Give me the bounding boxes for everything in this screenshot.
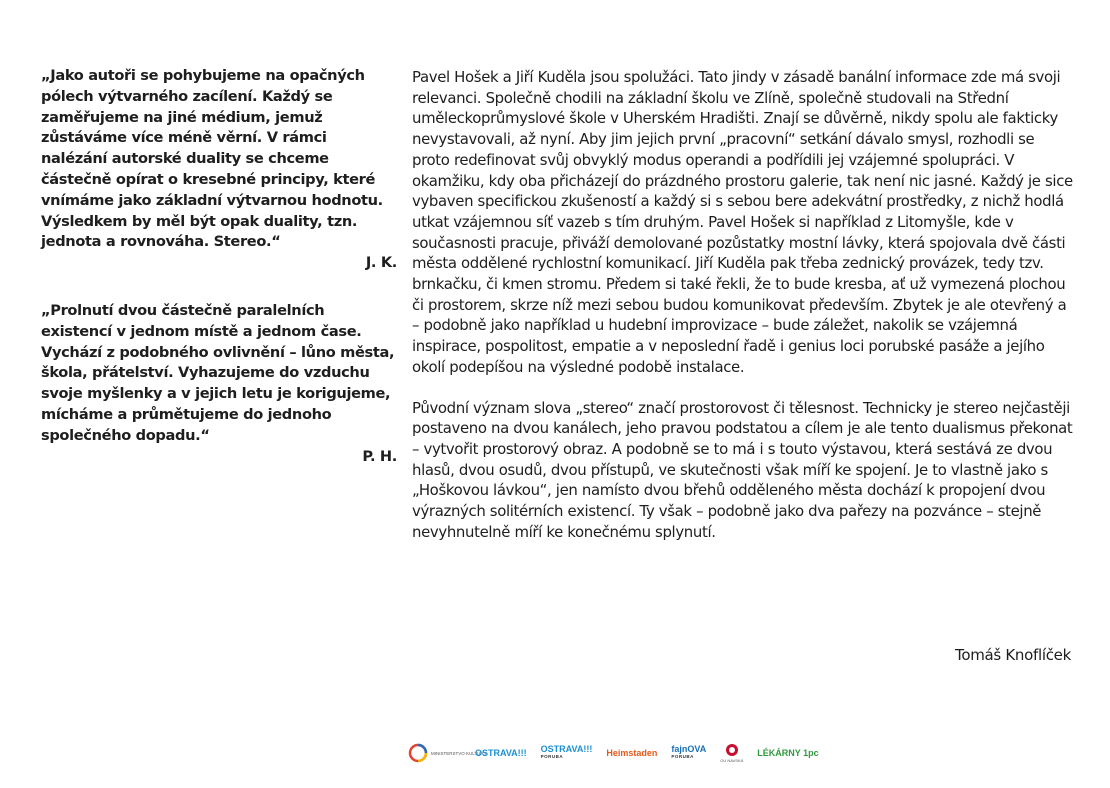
- fajnova-logo: [671, 745, 706, 761]
- quote-block-jk: [41, 66, 397, 274]
- article-paragraph: Pavel Hošek a Jiří Kuděla jsou spolužáci. Tato jindy v zásadě banální informace zde má svoji relevanci. Společně chodili na základní školu ve Zlíně, společně studovali na Střední uměleckoprůmyslové škole v Uherském Hradišti. Znají se důvěrně, nikdy spolu ale fakticky nevystavovali, až nyní. Aby jim jejich první „pracovní“ setkání dávalo smysl, rozhodli se proto redefinovat svůj obvyklý modus operandi a podřídili jej vzájemné spolupráci. V okamžiku, kdy oba přicházejí do prázdného prostoru galerie, tak není nic jasné. Každý je sice vybaven specifickou zkušeností a každý si s sebou bere adekvátní prostředky, z nichž hodlá utkat vzájemnou síť vazeb s tím druhým. Pavel Hošek si například z Litomyšle, kde v současnosti pracuje, přiváží demolované pozůstatky mostní lávky, která spojovala dvě části města oddělené rychlostní komunikací. Jiří Kuděla pak třeba zednický provázek, tedy tzv. brnkačku, či kmen stromu. Předem si také řekli, že to bude kresba, ať už vymezená plochou či prostorem, skrze níž mezi sebou budou komunikovat především. Zbytek je ale otevřený a – podobně jako například u hudební improvizace – bude záležet, nakolik se vzájemná inspirace, pospolitost, empatie a v neposlední řadě i genius loci porubské pasáže a jejího okolí podepíšou na výsledné podobě instalace.: [412, 68, 1073, 376]
- ou-emblem-icon: [725, 743, 739, 757]
- heimstaden-logo: [606, 748, 657, 758]
- quote-author: J. K.: [365, 254, 397, 272]
- article-body: [412, 67, 1074, 542]
- ministerstvo-kultury-logo: [408, 743, 487, 763]
- ostrava-label: OSTRAVA!!!: [475, 748, 527, 758]
- ministerstvo-emblem-icon: [408, 743, 428, 763]
- poruba-sub-label: PORUBA: [540, 754, 564, 759]
- quotes-column: [41, 66, 397, 467]
- ostrava-poruba-logo: [541, 745, 593, 761]
- quote-author: P. H.: [362, 447, 397, 465]
- lekarny-label: LÉKÁRNY 1pc: [757, 748, 819, 758]
- lekarny-logo: [757, 748, 818, 758]
- sponsor-logos: [408, 740, 819, 766]
- ostrava-poruba-label: OSTRAVA!!!: [540, 744, 593, 754]
- article-paragraph: Původní význam slova „stereo“ značí prostorovost či tělesnost. Technicky je stereo nejčastěji postaveno na dvou kanálech, jeho pravou podstatou a cílem je ale tento dualismus překonat – vytvořit prostorový obraz. A podobně se to má i s touto výstavou, která sestává ze dvou hlasů, dvou osudů, dvou přístupů, ve skutečnosti však míří ke spojení. Je to vlastně jako s „Hoškovou lávkou“, jen namísto dvou břehů odděleného města dochází k propojení dvou výrazných solitérních existencí. Ty však – podobně jako dva pařezy na pozvánce – stejně nevyhnutelně míří ke konečnému splynutí.: [412, 398, 1073, 541]
- ou-label: OU NAVSKÁ: [720, 758, 744, 763]
- ostrava-logo: [475, 748, 527, 758]
- fajnova-sub-label: PORUBA: [671, 754, 694, 759]
- ou-logo: [720, 743, 743, 763]
- quote-text: „Prolnutí dvou částečně paralelních existencí v jednom místě a jednom čase. Vychází z podobného ovlivnění – lůno města, škola, přátelství. Vyhazujeme do vzduchu svoje myšlenky a v jejich letu je korigujeme, mícháme a průmětujeme do jednoho společného dopadu.“: [41, 301, 395, 444]
- ministerstvo-label: MINISTERSTVO KULTURY: [431, 750, 487, 756]
- author-signature: Tomáš Knoflíček: [955, 646, 1071, 664]
- quote-text: „Jako autoři se pohybujeme na opačných pólech výtvarného zacílení. Každý se zaměřujeme na jiné médium, jemuž zůstáváme více méně věrní. V rámci nalézání autorské duality se chceme částečně opírat o kresebné principy, které vnímáme jako základní výtvarnou hodnotu. Výsledkem by měl být opak duality, tzn. jednota a rovnováha. Stereo.“: [41, 67, 383, 251]
- fajnova-label: fajnOVA: [671, 744, 707, 754]
- heimstaden-label: Heimstaden: [606, 748, 658, 758]
- quote-block-ph: [41, 301, 397, 467]
